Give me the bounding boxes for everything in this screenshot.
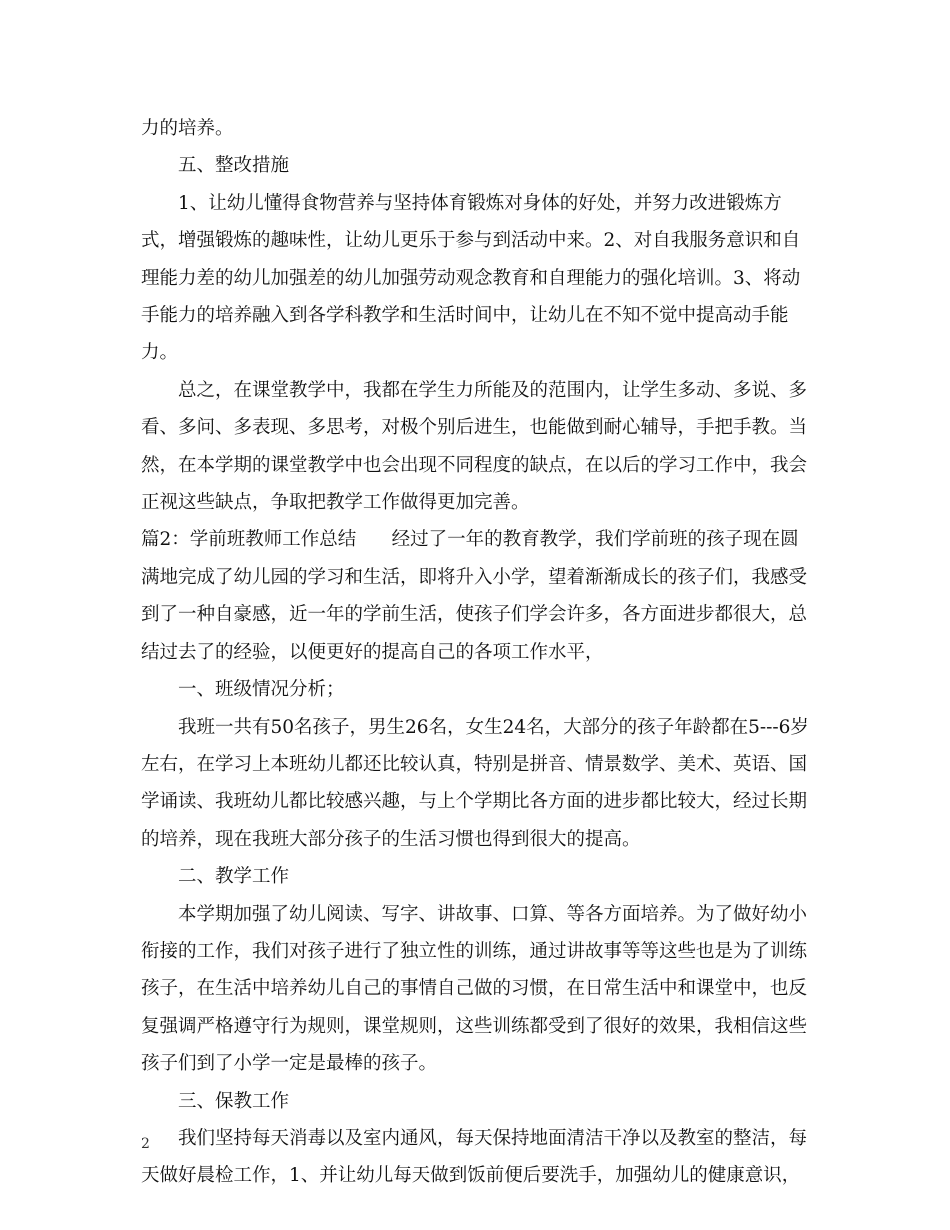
paragraph-continuation: 力的培养。 [141,118,234,139]
section-2-title: 篇2：学前班教师工作总结 [141,529,357,551]
paragraph-class-analysis: 我班一共有50名孩子，男生26名，女生24名，大部分的孩子年龄都在5---6岁左右，在学习上本班幼儿都还比较认真，特别是拼音、情景数学、美术、英语、国学诵读、我班幼儿都比较感兴趣，与上个学期比各方面的进步都比较大，经过长期的培养，现在我班大部分孩子的生活习惯也得到很大的提高。 [141,716,809,850]
heading-class-analysis: 一、班级情况分析； [178,679,345,701]
document-body [141,110,811,1195]
page-number: 2 [141,1136,150,1152]
paragraph-measures: 1、让幼儿懂得食物营养与坚持体育锻炼对身体的好处，并努力改进锻炼方式，增强锻炼的趣味性，让幼儿更乐于参与到活动中来。2、对自我服务意识和自理能力差的幼儿加强差的幼儿加强劳动观念教育和自理能力的强化培训。3、将动手能力的培养融入到各学科教学和生活时间中，让幼儿在不知不觉中提高动手能力。 [141,192,801,364]
paragraph-care: 我们坚持每天消毒以及室内通风，每天保持地面清洁干净以及教室的整洁，每天做好晨检工作，1、并让幼儿每天做到饭前便后要洗手，加强幼儿的健康意识， [141,1127,808,1187]
heading-care: 三、保教工作 [178,1090,290,1112]
paragraph-conclusion: 总之，在课堂教学中，我都在学生力所能及的范围内，让学生多动、多说、多看、多问、多表现、多思考，对极个别后进生，也能做到耐心辅导，手把手教。当然，在本学期的课堂教学中也会出现不同程度的缺点，在以后的学习工作中，我会正视这些缺点，争取把教学工作做得更加完善。 [141,379,808,514]
paragraph-teaching: 本学期加强了幼儿阅读、写字、讲故事、口算、等各方面培养。为了做好幼小衔接的工作，我们对孩子进行了独立性的训练，通过讲故事等等这些也是为了训练孩子，在生活中培养幼儿自己的事情自己做的习惯，在日常生活中和课堂中，也反复强调严格遵守行为规则，课堂规则，这些训练都受到了很好的效果，我相信这些孩子们到了小学一定是最棒的孩子。 [141,903,808,1075]
section-2-intro [141,521,811,671]
heading-rectification: 五、整改措施 [178,155,290,177]
section-2-opening: 经过了一年的教育教学，我们学前班的孩子现在圆满地完成了幼儿园的学习和生活，即将升入小学，望着渐渐成长的孩子们，我感受到了一种自豪感，近一年的学前生活，使孩子们学会许多，各方面进步都很大，总结过去了的经验，以便更好的提高自己的各项工作水平， [141,529,808,663]
heading-teaching: 二、教学工作 [178,866,290,888]
